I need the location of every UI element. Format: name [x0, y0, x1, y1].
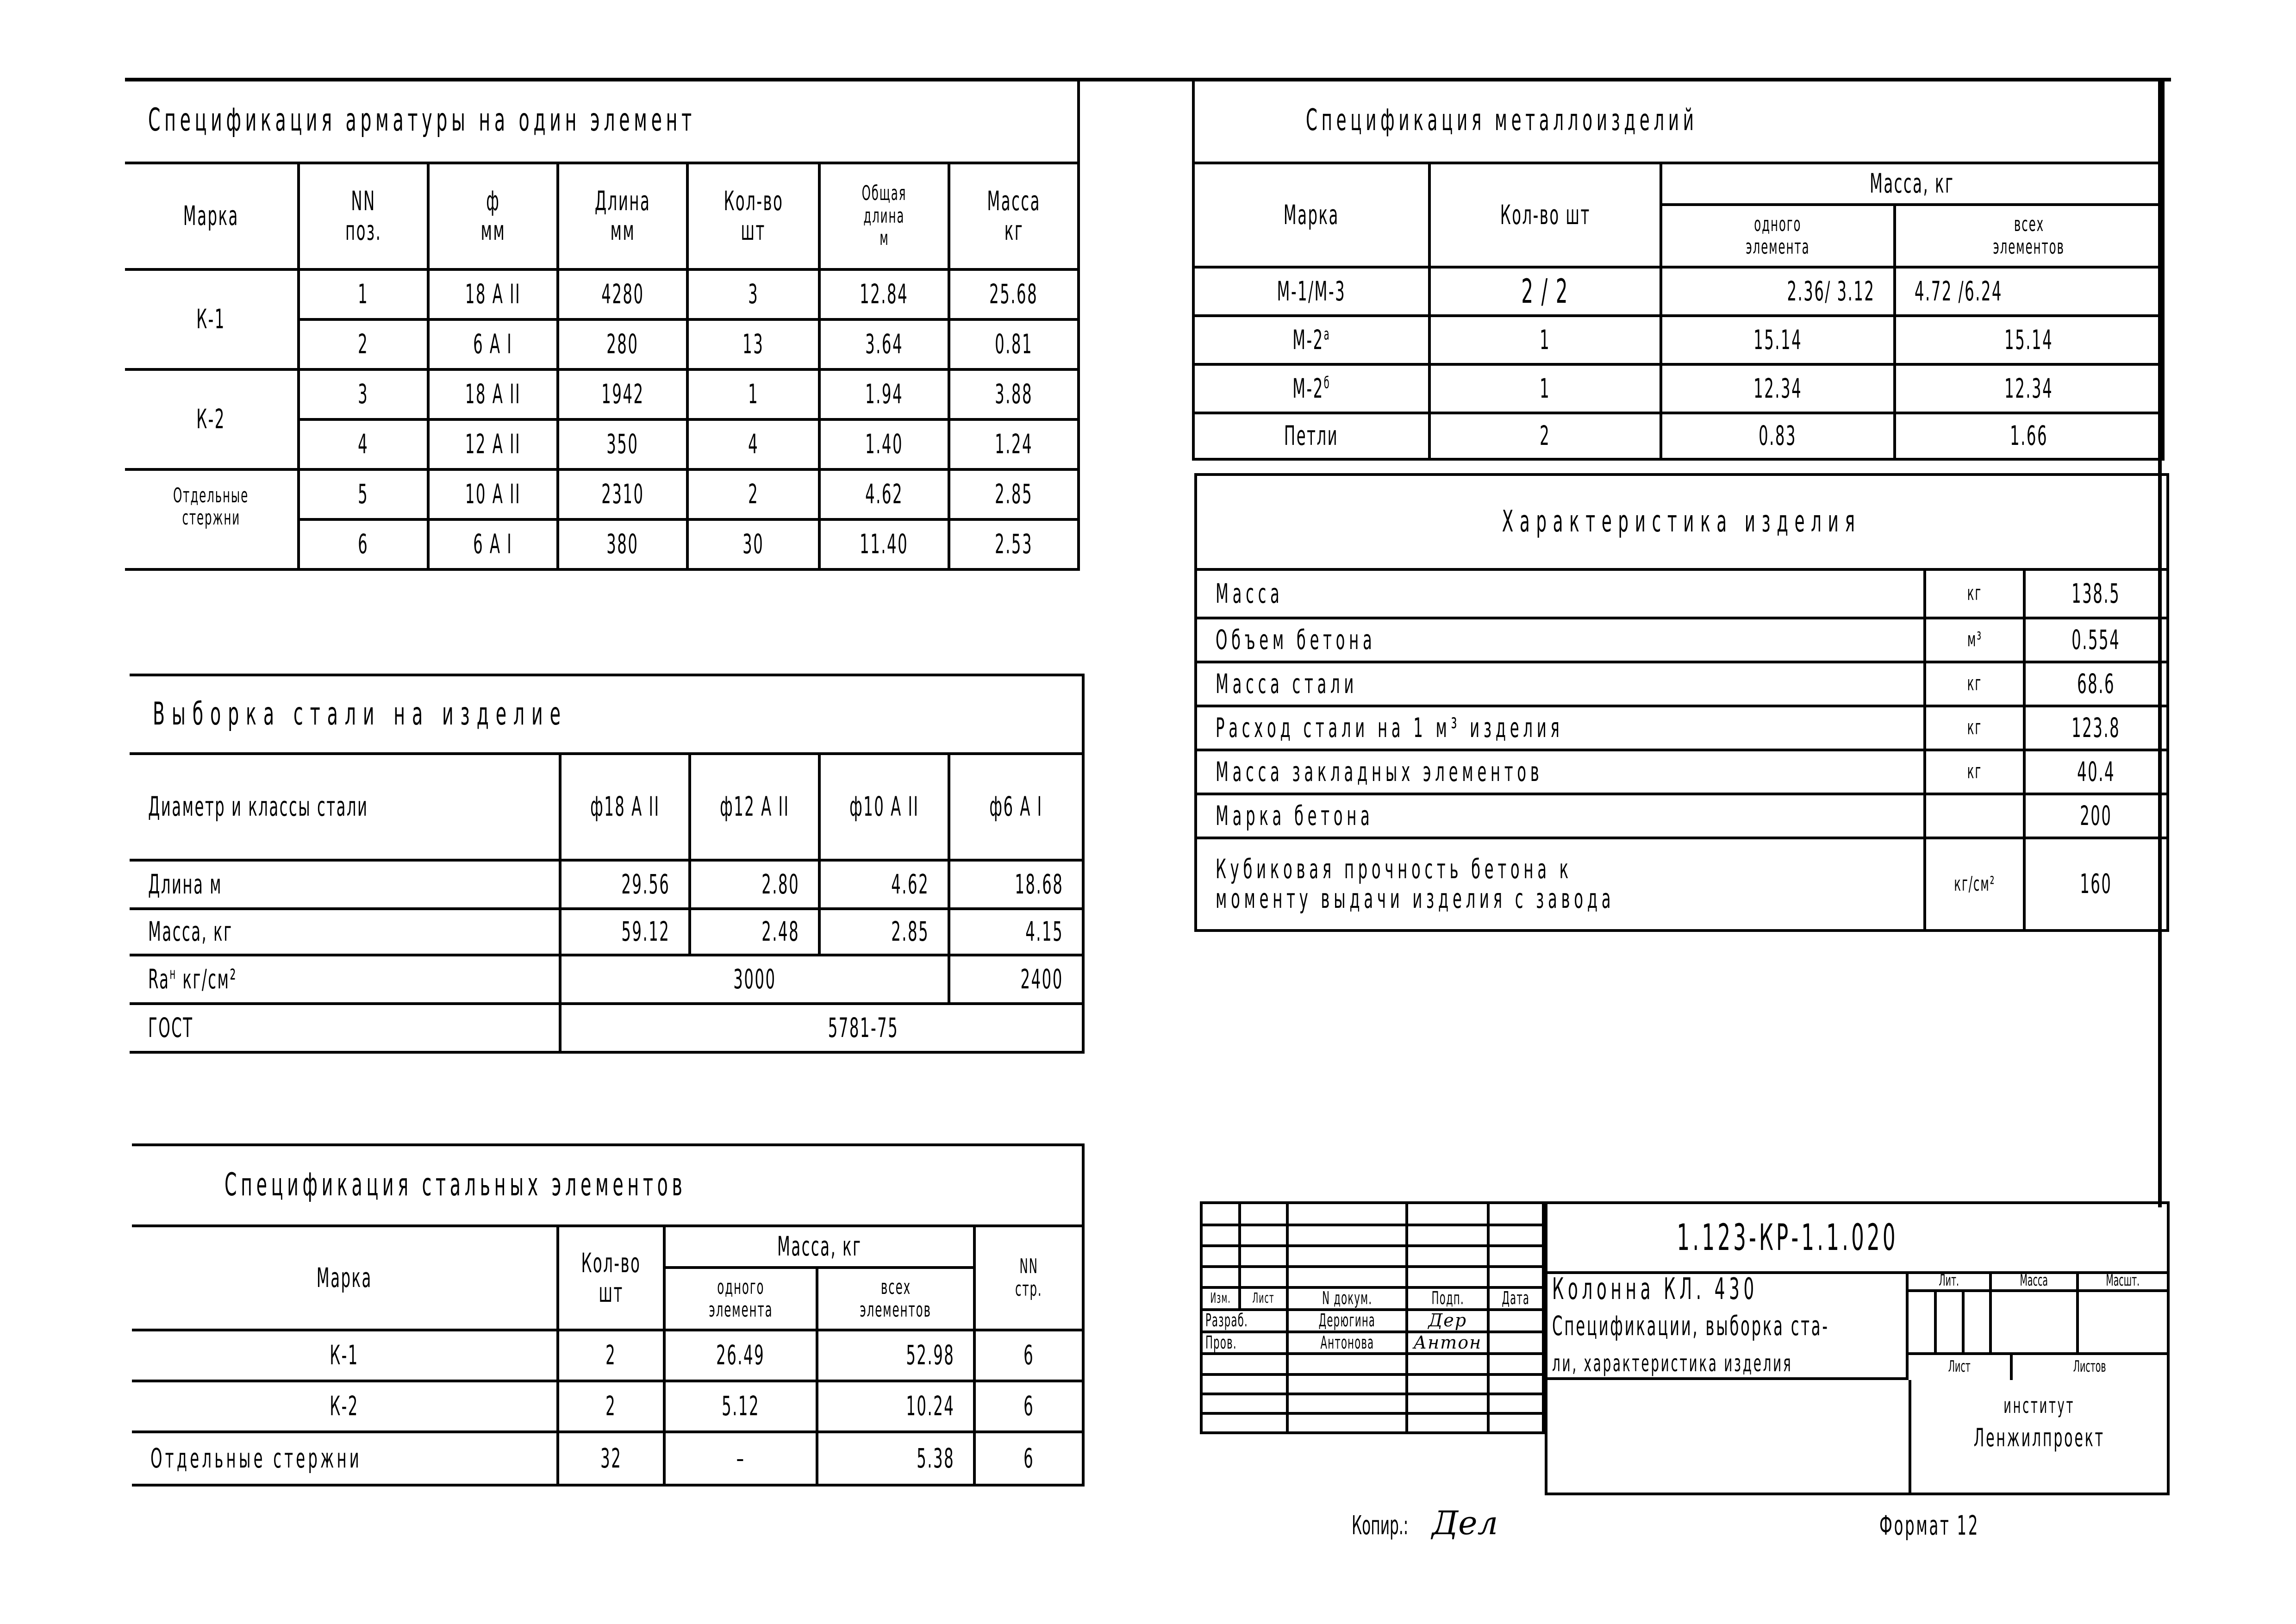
- table-row: [1196, 794, 2168, 838]
- qty-cell: 32: [558, 1432, 664, 1485]
- pos-cell: 1: [299, 269, 428, 319]
- mark-cell: К-2: [125, 369, 299, 469]
- char-value: 40.4: [2024, 750, 2168, 794]
- char-label: Масса стали: [1196, 662, 1925, 706]
- dia-cell: 12 A II: [428, 419, 558, 469]
- signature: Антон: [1407, 1332, 1488, 1354]
- gost-label: ГОСТ: [130, 1004, 560, 1052]
- table-row: [125, 369, 1079, 419]
- mass-one-cell: –: [664, 1432, 817, 1485]
- qty-cell: 2: [558, 1330, 664, 1381]
- table-row: [132, 1381, 1083, 1432]
- header-qty: Кол-во шт: [687, 163, 819, 269]
- mass-cell: 0.81: [949, 319, 1079, 369]
- lit-divider: [1934, 1292, 1937, 1352]
- total-length-cell: 4.62: [819, 469, 949, 519]
- mark-cell: К-2: [132, 1381, 558, 1432]
- page-cell: 6: [974, 1432, 1083, 1485]
- char-value: 123.8: [2024, 706, 2168, 750]
- char-unit: м³: [1925, 618, 2024, 662]
- char-label: Масса: [1196, 569, 1925, 618]
- title-block-main: [1545, 1201, 2170, 1495]
- signer-row: [1201, 1310, 1543, 1332]
- mark-cell: $М-2^б$: [1193, 364, 1429, 413]
- pos-cell: 2: [299, 319, 428, 369]
- table-row: [130, 1004, 1083, 1052]
- header-diameter: ф мм: [428, 163, 558, 269]
- total-length-cell: 1.40: [819, 419, 949, 469]
- length-cell: 350: [558, 419, 687, 469]
- char-label: Марка бетона: [1196, 794, 1925, 838]
- col-d6: ф6 A I: [949, 754, 1083, 860]
- dia-cell: 18 A II: [428, 269, 558, 319]
- pos-cell: 5: [299, 469, 428, 519]
- mass-all-cell: 4.72 /6.24: [1895, 267, 2163, 316]
- pos-cell: 3: [299, 369, 428, 419]
- doc-code: 1.123-КР-1.1.020: [1547, 1204, 2167, 1274]
- revision-table: [1200, 1201, 1545, 1434]
- diameter-class-label: Диаметр и классы стали: [130, 754, 560, 860]
- table-row: [1196, 662, 2168, 706]
- length-label: Длина м: [130, 860, 560, 909]
- length-cell: 4280: [558, 269, 687, 319]
- col-d10: ф10 A II: [819, 754, 949, 860]
- qty-cell: 13: [687, 319, 819, 369]
- mass-one-cell: 12.34: [1661, 364, 1895, 413]
- signature: Дер: [1407, 1310, 1488, 1332]
- length-cell: 2310: [558, 469, 687, 519]
- signer-name: Дерюгина: [1287, 1310, 1407, 1332]
- length-value: 4.62: [819, 860, 949, 909]
- qty-cell: 1: [1429, 316, 1661, 364]
- copied-by: Копир.: Дел: [1352, 1504, 1498, 1542]
- mark-cell: Петли: [1193, 413, 1429, 459]
- table-row: [1196, 569, 2168, 618]
- mass-one-cell: 0.83: [1661, 413, 1895, 459]
- qty-cell: 1: [687, 369, 819, 419]
- mark-cell: К-1: [132, 1330, 558, 1381]
- char-unit: кг: [1925, 706, 2024, 750]
- page-cell: 6: [974, 1330, 1083, 1381]
- char-value: 0.554: [2024, 618, 2168, 662]
- char-unit: кг: [1925, 662, 2024, 706]
- char-label: Масса закладных элементов: [1196, 750, 1925, 794]
- dia-cell: 6 A I: [428, 319, 558, 369]
- table-row: [1193, 364, 2163, 413]
- copier-signature: Дел: [1432, 1504, 1498, 1542]
- header-qty: Кол-во шт: [1429, 163, 1661, 267]
- length-cell: 280: [558, 319, 687, 369]
- gost-value: 5781-75: [560, 1004, 1083, 1052]
- char-unit: кг: [1925, 750, 2024, 794]
- mass-all-cell: 5.38: [817, 1432, 974, 1485]
- table-row: [1193, 413, 2163, 459]
- header-mass: Масса кг: [949, 163, 1079, 269]
- mark-cell: Отдельные стержни: [132, 1432, 558, 1485]
- header-page: NN стр.: [974, 1226, 1083, 1330]
- header-mass: Масса, кг: [1661, 163, 2163, 205]
- stage-mass-scale: [1909, 1271, 2167, 1380]
- steel-elements-table: [132, 1143, 1085, 1487]
- sheet-title-line-1: Спецификации, выборка ста-: [1552, 1310, 1829, 1342]
- char-unit: кг: [1925, 569, 2024, 618]
- header-mark: Марка: [1193, 163, 1429, 267]
- col-header-date: Дата: [1488, 1287, 1543, 1310]
- characteristics-table: [1194, 473, 2169, 932]
- col-header-change: Изм.: [1201, 1287, 1240, 1310]
- header-mass: Масса, кг: [664, 1226, 974, 1268]
- mass-one-cell: 5.12: [664, 1381, 817, 1432]
- table-row: [132, 1432, 1083, 1485]
- total-length-cell: 3.64: [819, 319, 949, 369]
- dia-cell: 10 A II: [428, 469, 558, 519]
- mass-all-cell: 1.66: [1895, 413, 2163, 459]
- table-row: [1193, 267, 2163, 316]
- mass-value: 2.48: [690, 909, 819, 955]
- sheets-label: Листов: [2013, 1352, 2167, 1380]
- ra-value-a1: 2400: [949, 955, 1083, 1004]
- header-mark: Марка: [125, 163, 299, 269]
- metal-products-table: [1192, 80, 2165, 461]
- length-value: 29.56: [560, 860, 690, 909]
- sheet-title-line-2: ли, характеристика изделия: [1552, 1350, 1793, 1377]
- scale-label: Масшт.: [2079, 1271, 2167, 1292]
- table-row: [130, 909, 1083, 955]
- qty-cell: 3: [687, 269, 819, 319]
- signer-role: Разраб.: [1201, 1310, 1287, 1332]
- dia-cell: 18 A II: [428, 369, 558, 419]
- qty-cell: 2: [558, 1381, 664, 1432]
- table-row: [1196, 706, 2168, 750]
- mass-cell: 25.68: [949, 269, 1079, 319]
- mass-value: 59.12: [560, 909, 690, 955]
- char-value: 200: [2024, 794, 2168, 838]
- mark-cell: К-1: [125, 269, 299, 369]
- ra-label: $Ra^н$ кг/см²: [130, 955, 560, 1004]
- header-mass-all: всех элементов: [1895, 205, 2163, 267]
- col-header-doc-no: N докум.: [1287, 1287, 1407, 1310]
- total-length-cell: 1.94: [819, 369, 949, 419]
- lit-divider: [1989, 1292, 1992, 1352]
- total-length-cell: 11.40: [819, 519, 949, 569]
- qty-cell: 4: [687, 419, 819, 469]
- table-row: [125, 469, 1079, 519]
- table-row: [132, 1330, 1083, 1381]
- mass-one-cell: 2.36/ 3.12: [1661, 267, 1895, 316]
- mass-cell: 1.24: [949, 419, 1079, 469]
- mass-value: 4.15: [949, 909, 1083, 955]
- col-header-sheet: Лист: [1240, 1287, 1287, 1310]
- length-cell: 1942: [558, 369, 687, 419]
- mass-cell: 2.53: [949, 519, 1079, 569]
- length-value: 18.68: [949, 860, 1083, 909]
- char-value: 138.5: [2024, 569, 2168, 618]
- table-row: [1196, 838, 2168, 931]
- mark-cell: Отдельные стержни: [125, 469, 299, 569]
- rebar-spec-title: Спецификация арматуры на один элемент: [125, 80, 1079, 163]
- mass-label: Масса: [1992, 1271, 2079, 1292]
- header-mass-one: одного элемента: [664, 1268, 817, 1330]
- col-d18: ф18 A II: [560, 754, 690, 860]
- mass-divider: [2076, 1292, 2079, 1352]
- length-cell: 380: [558, 519, 687, 569]
- rebar-spec-table: [125, 80, 1080, 571]
- table-row: [1196, 750, 2168, 794]
- pos-cell: 6: [299, 519, 428, 569]
- sheet-label: Лист: [1909, 1352, 2013, 1380]
- mark-cell: М-1/М-3: [1193, 267, 1429, 316]
- product-description: [1547, 1271, 1909, 1380]
- mass-all-cell: 12.34: [1895, 364, 2163, 413]
- pos-cell: 4: [299, 419, 428, 469]
- header-mark: Марка: [132, 1226, 558, 1330]
- table-row: [1193, 316, 2163, 364]
- steel-elements-title: Спецификация стальных элементов: [132, 1145, 1083, 1226]
- mass-all-cell: 10.24: [817, 1381, 974, 1432]
- qty-cell: 2: [1429, 413, 1661, 459]
- col-d12: ф12 A II: [690, 754, 819, 860]
- mass-one-cell: 15.14: [1661, 316, 1895, 364]
- total-length-cell: 12.84: [819, 269, 949, 319]
- header-mass-one: одного элемента: [1661, 205, 1895, 267]
- mass-one-cell: 26.49: [664, 1330, 817, 1381]
- mass-cell: 3.88: [949, 369, 1079, 419]
- qty-cell: 30: [687, 519, 819, 569]
- table-row: [125, 269, 1079, 319]
- format-label: Формат 12: [1879, 1510, 1980, 1541]
- header-length: Длина мм: [558, 163, 687, 269]
- header-mass-all: всех элементов: [817, 1268, 974, 1330]
- mass-label: Масса, кг: [130, 909, 560, 955]
- characteristics-title: Характеристика изделия: [1196, 475, 2168, 569]
- qty-cell: 2: [687, 469, 819, 519]
- char-value: 160: [2024, 838, 2168, 931]
- mass-cell: 2.85: [949, 469, 1079, 519]
- mass-value: 2.85: [819, 909, 949, 955]
- product-name: Колонна КЛ. 430: [1552, 1272, 1758, 1306]
- header-qty: Кол-во шт: [558, 1226, 664, 1330]
- char-unit: [1925, 794, 2024, 838]
- mass-all-cell: 15.14: [1895, 316, 2163, 364]
- lit-label: Лит.: [1909, 1271, 1992, 1292]
- signer-role: Пров.: [1201, 1332, 1287, 1354]
- table-row: [130, 955, 1083, 1004]
- steel-selection-table: [130, 674, 1085, 1054]
- header-pos: NN поз.: [299, 163, 428, 269]
- page-cell: 6: [974, 1381, 1083, 1432]
- metal-products-title: Спецификация металлоизделий: [1193, 80, 2163, 163]
- qty-cell: 1: [1429, 364, 1661, 413]
- char-value: 68.6: [2024, 662, 2168, 706]
- char-label: Объем бетона: [1196, 618, 1925, 662]
- char-label: Кубиковая прочность бетона к моменту выдачи изделия с завода: [1196, 838, 1925, 931]
- table-row: [130, 860, 1083, 909]
- mass-all-cell: 52.98: [817, 1330, 974, 1381]
- char-label: Расход стали на 1 м³ изделия: [1196, 706, 1925, 750]
- dia-cell: 6 A I: [428, 519, 558, 569]
- ra-value-a2: 3000: [560, 955, 949, 1004]
- qty-cell: 2 / 2: [1429, 267, 1661, 316]
- header-total-length: Общая длина м: [819, 163, 949, 269]
- institute: институт Ленжилпроект: [1909, 1380, 2167, 1493]
- lit-divider: [1962, 1292, 1965, 1352]
- length-value: 2.80: [690, 860, 819, 909]
- steel-selection-title: Выборка стали на изделие: [130, 675, 1083, 754]
- signer-row: [1201, 1332, 1543, 1354]
- table-row: [1196, 618, 2168, 662]
- col-header-signature: Подп.: [1407, 1287, 1488, 1310]
- signer-name: Антонова: [1287, 1332, 1407, 1354]
- char-unit: кг/см²: [1925, 838, 2024, 931]
- mark-cell: $М-2^а$: [1193, 316, 1429, 364]
